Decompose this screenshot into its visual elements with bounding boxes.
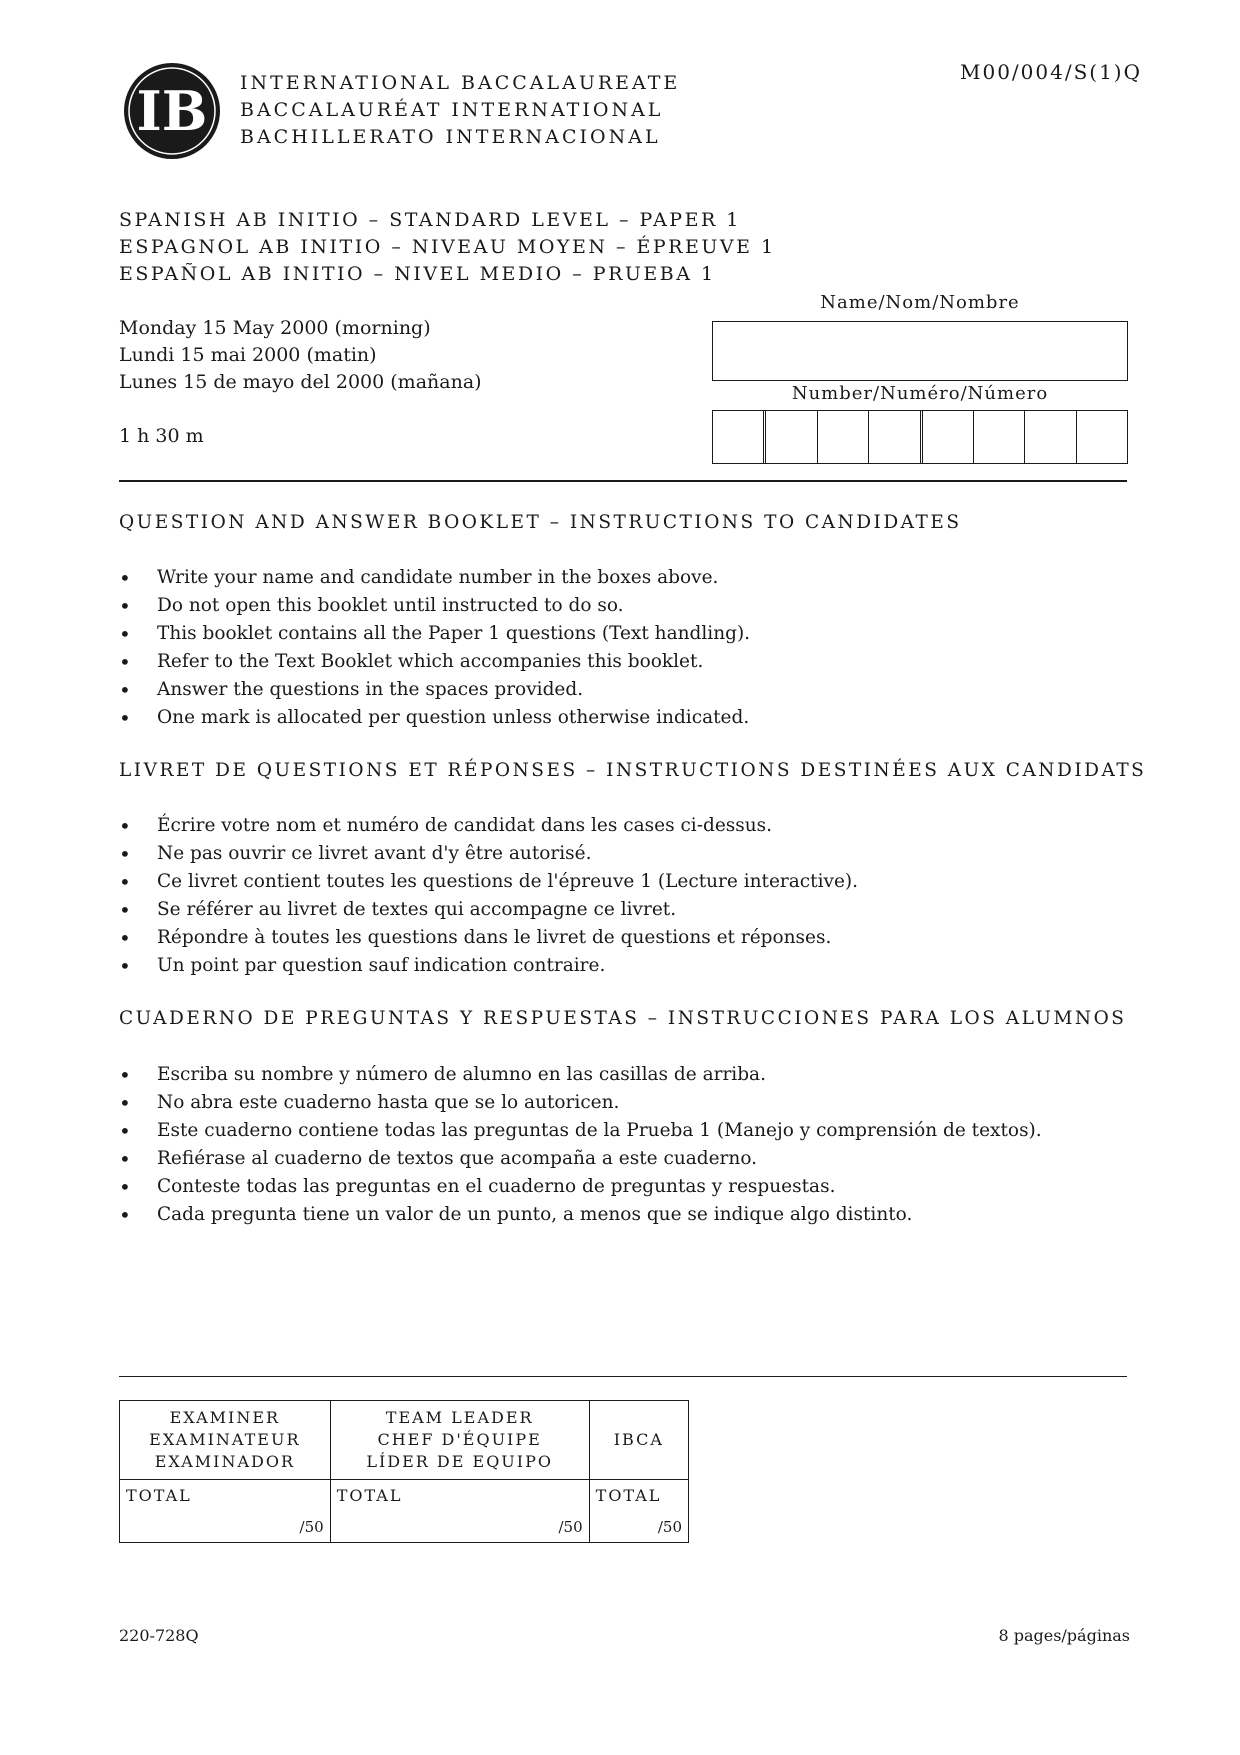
instructions-list-es bbox=[119, 1061, 1129, 1229]
org-line-en: INTERNATIONAL BACCALAUREATE bbox=[240, 72, 681, 94]
list-item: • Refer to the Text Booklet which accompanies this booklet. bbox=[119, 648, 1119, 676]
number-cell[interactable] bbox=[713, 411, 766, 463]
list-item: • Un point par question sauf indication contraire. bbox=[119, 952, 1119, 980]
list-item: • Write your name and candidate number in the boxes above. bbox=[119, 564, 1119, 592]
subject-title-en: SPANISH AB INITIO – STANDARD LEVEL – PAPER 1 bbox=[119, 209, 741, 231]
ibca-total-cell[interactable] bbox=[589, 1480, 688, 1543]
number-label: Number/Numéro/Número bbox=[791, 383, 1049, 404]
list-item: • Se référer au livret de textes qui accompagne ce livret. bbox=[119, 896, 1119, 924]
total-label: TOTAL bbox=[595, 1486, 662, 1505]
total-label: TOTAL bbox=[126, 1486, 192, 1505]
list-item: • Ce livret contient toutes les questions de l'épreuve 1 (Lecture interactive). bbox=[119, 868, 1119, 896]
header-line: IBCA bbox=[613, 1430, 664, 1449]
ibca-header bbox=[589, 1401, 688, 1480]
out-of: /50 bbox=[558, 1518, 583, 1536]
header-line: EXAMINER bbox=[169, 1408, 281, 1427]
header-line: EXAMINATEUR bbox=[149, 1430, 301, 1449]
list-item: • Do not open this booklet until instructed to do so. bbox=[119, 592, 1119, 620]
team-leader-total-cell[interactable] bbox=[330, 1480, 589, 1543]
out-of: /50 bbox=[299, 1518, 324, 1536]
number-cell[interactable] bbox=[818, 411, 869, 463]
duration-text: 1 h 30 m bbox=[119, 425, 204, 447]
name-label: Name/Nom/Nombre bbox=[820, 292, 1020, 313]
header-line: TEAM LEADER bbox=[385, 1408, 534, 1427]
exam-duration bbox=[119, 423, 204, 450]
number-cell[interactable] bbox=[1077, 411, 1127, 463]
organisation-names bbox=[240, 70, 680, 151]
header-line: LÍDER DE EQUIPO bbox=[366, 1452, 553, 1471]
list-item: • No abra este cuaderno hasta que se lo autoricen. bbox=[119, 1089, 1129, 1117]
total-label: TOTAL bbox=[336, 1486, 403, 1505]
list-item: • Cada pregunta tiene un valor de un punto, a menos que se indique algo distinto. bbox=[119, 1201, 1129, 1229]
number-cell[interactable] bbox=[974, 411, 1025, 463]
list-item: • One mark is allocated per question unless otherwise indicated. bbox=[119, 704, 1119, 732]
marks-divider bbox=[119, 1376, 1127, 1377]
subject-title-es: ESPAÑOL AB INITIO – NIVEL MEDIO – PRUEBA 1 bbox=[119, 263, 716, 285]
list-item: • Refiérase al cuaderno de textos que acompaña a este cuaderno. bbox=[119, 1145, 1129, 1173]
number-cell[interactable] bbox=[923, 411, 974, 463]
number-cell[interactable] bbox=[1025, 411, 1076, 463]
exam-date-es: Lunes 15 de mayo del 2000 (mañana) bbox=[119, 371, 482, 393]
header-divider bbox=[119, 480, 1127, 482]
list-item: • Écrire votre nom et numéro de candidat dans les cases ci-dessus. bbox=[119, 812, 1119, 840]
document-code: 220-728Q bbox=[119, 1626, 199, 1645]
number-cell[interactable] bbox=[766, 411, 817, 463]
section-heading-en: QUESTION AND ANSWER BOOKLET – INSTRUCTIONS TO CANDIDATES bbox=[119, 512, 962, 533]
exam-date-en: Monday 15 May 2000 (morning) bbox=[119, 317, 431, 339]
instructions-list-en bbox=[119, 564, 1119, 732]
exam-dates bbox=[119, 315, 482, 396]
number-cell[interactable] bbox=[869, 411, 922, 463]
header-line: CHEF D'ÉQUIPE bbox=[377, 1430, 542, 1449]
list-item: • Ne pas ouvrir ce livret avant d'y être autorisé. bbox=[119, 840, 1119, 868]
candidate-number-box[interactable] bbox=[712, 410, 1128, 464]
instructions-list-fr bbox=[119, 812, 1119, 980]
candidate-name-box[interactable] bbox=[712, 321, 1128, 381]
list-item: • Answer the questions in the spaces provided. bbox=[119, 676, 1119, 704]
examiner-total-cell[interactable] bbox=[120, 1480, 331, 1543]
team-leader-header bbox=[330, 1401, 589, 1480]
ib-logo-graphic bbox=[123, 62, 221, 160]
paper-code: M00/004/S(1)Q bbox=[960, 60, 1143, 84]
section-heading-fr: LIVRET DE QUESTIONS ET RÉPONSES – INSTRUCTIONS DESTINÉES AUX CANDIDATS bbox=[119, 760, 1147, 781]
org-line-es: BACHILLERATO INTERNACIONAL bbox=[240, 126, 661, 148]
exam-date-fr: Lundi 15 mai 2000 (matin) bbox=[119, 344, 377, 366]
header-line: EXAMINADOR bbox=[154, 1452, 295, 1471]
list-item: • Répondre à toutes les questions dans le livret de questions et réponses. bbox=[119, 924, 1119, 952]
out-of: /50 bbox=[657, 1518, 682, 1536]
list-item: • Escriba su nombre y número de alumno en las casillas de arriba. bbox=[119, 1061, 1129, 1089]
examiner-header bbox=[120, 1401, 331, 1480]
list-item: • This booklet contains all the Paper 1 questions (Text handling). bbox=[119, 620, 1119, 648]
marks-table bbox=[119, 1400, 689, 1543]
section-heading-es: CUADERNO DE PREGUNTAS Y RESPUESTAS – INSTRUCCIONES PARA LOS ALUMNOS bbox=[119, 1008, 1127, 1029]
list-item: • Este cuaderno contiene todas las preguntas de la Prueba 1 (Manejo y comprensión de textos). bbox=[119, 1117, 1129, 1145]
subject-title-fr: ESPAGNOL AB INITIO – NIVEAU MOYEN – ÉPREUVE 1 bbox=[119, 236, 776, 258]
ib-logo bbox=[123, 62, 221, 160]
logo-text: IB bbox=[136, 79, 208, 143]
list-item: • Conteste todas las preguntas en el cuaderno de preguntas y respuestas. bbox=[119, 1173, 1129, 1201]
page-count: 8 pages/páginas bbox=[998, 1626, 1130, 1645]
subject-titles bbox=[119, 207, 776, 288]
org-line-fr: BACCALAURÉAT INTERNATIONAL bbox=[240, 99, 664, 121]
